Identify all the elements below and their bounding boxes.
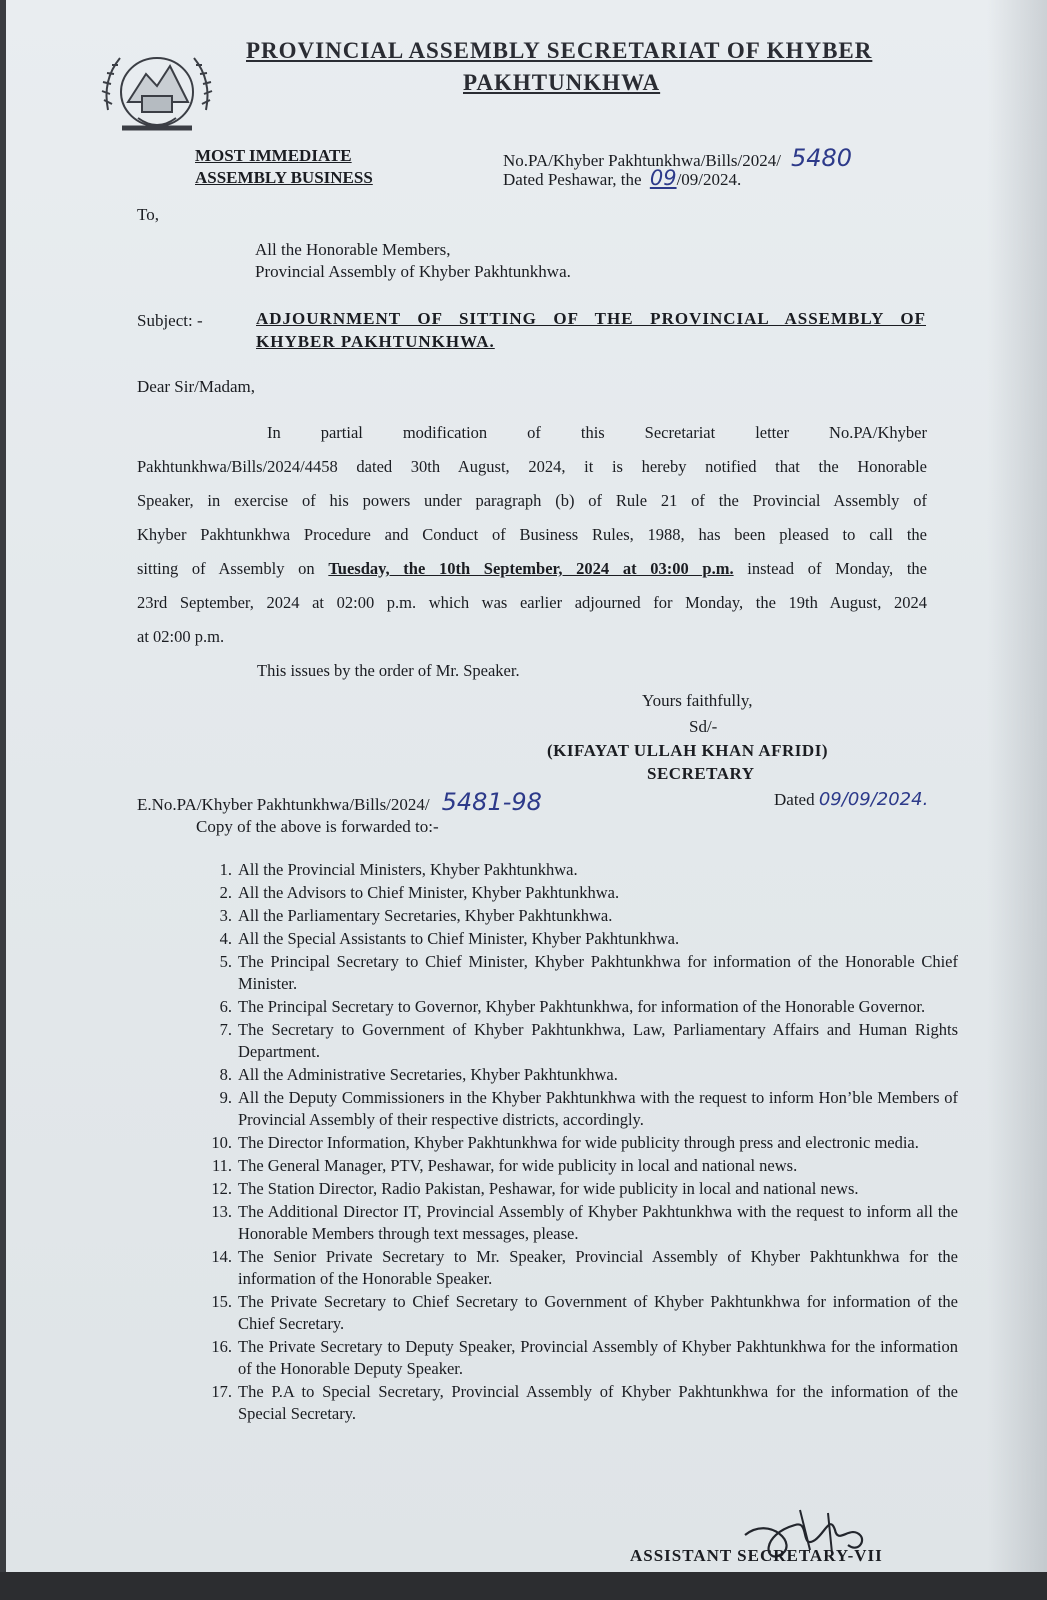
list-item	[200, 1291, 958, 1335]
list-item-text: All the Deputy Commissioners in the Khyber Pakhtunkhwa with the request to inform Hon’ble Members of Provincial Assembly of their respective districts, accordingly.	[238, 1088, 958, 1129]
list-item-text: The Senior Private Secretary to Mr. Speaker, Provincial Assembly of Khyber Pakhtunkhwa for the information of the Honorable Speaker.	[238, 1247, 958, 1288]
list-item	[200, 1336, 958, 1380]
list-item	[200, 882, 958, 904]
endorsement-number-handwritten: 5481-98	[441, 788, 542, 816]
list-item	[200, 905, 958, 927]
list-item-text: All the Administrative Secretaries, Khyber Pakhtunkhwa.	[238, 1065, 618, 1084]
endorsement-number	[137, 788, 542, 816]
salutation: Dear Sir/Madam,	[137, 377, 256, 396]
footer-signatory: ASSISTANT SECRETARY-VII	[630, 1546, 883, 1565]
letterhead-title-line2: PAKHTUNKHWA	[463, 70, 661, 95]
order-line: This issues by the order of Mr. Speaker.	[257, 661, 520, 680]
list-item-number: 4.	[219, 929, 232, 948]
list-item-number: 9.	[219, 1088, 232, 1107]
list-item-text: All the Special Assistants to Chief Minister, Khyber Pakhtunkhwa.	[238, 929, 680, 948]
list-item-number: 13.	[211, 1202, 232, 1221]
reference-date-suffix: /09/2024.	[676, 170, 742, 189]
list-item-text: The Principal Secretary to Governor, Khyber Pakhtunkhwa, for information of the Honorable Governor.	[238, 997, 926, 1016]
paper-shadow	[987, 0, 1047, 1572]
list-item-number: 2.	[219, 883, 232, 902]
reference-date-day: 09	[649, 166, 677, 190]
letterhead-title-line1: PROVINCIAL ASSEMBLY SECRETARIAT OF KHYBER	[246, 38, 873, 63]
list-item-number: 15.	[211, 1292, 232, 1311]
list-item	[200, 996, 958, 1018]
closing-yours-faithfully: Yours faithfully,	[642, 691, 753, 710]
reference-date	[503, 166, 741, 190]
closing-secretary-name: (KIFAYAT ULLAH KHAN AFRIDI)	[547, 741, 828, 760]
list-item	[200, 859, 958, 881]
body-line5-post: instead of Monday, the	[733, 559, 928, 578]
body-paragraph	[137, 416, 927, 688]
list-item-number: 5.	[219, 952, 232, 971]
to-label: To,	[137, 205, 159, 224]
list-item-number: 3.	[219, 906, 232, 925]
list-item-number: 6.	[219, 997, 232, 1016]
list-item-text: The Private Secretary to Deputy Speaker, Provincial Assembly of Khyber Pakhtunkhwa for the information of the Honorable Deputy Speaker.	[238, 1337, 958, 1378]
list-item-number: 12.	[211, 1179, 232, 1198]
list-item-text: The Additional Director IT, Provincial Assembly of Khyber Pakhtunkhwa with the request to inform all the Honorable Members through text messages, please.	[238, 1202, 958, 1243]
list-item	[200, 1155, 958, 1177]
list-item	[200, 1178, 958, 1200]
list-item	[200, 1087, 958, 1131]
list-item-text: The Private Secretary to Chief Secretary to Government of Khyber Pakhtunkhwa for information of the Chief Secretary.	[238, 1292, 958, 1333]
forward-line: Copy of the above is forwarded to:-	[196, 817, 439, 836]
list-item-text: The Station Director, Radio Pakistan, Peshawar, for wide publicity in local and national news.	[238, 1179, 859, 1198]
subject-line2: KHYBER PAKHTUNKHWA.	[256, 332, 495, 351]
addressee-line2: Provincial Assembly of Khyber Pakhtunkhwa.	[255, 262, 571, 281]
list-item	[200, 1201, 958, 1245]
list-item-text: All the Advisors to Chief Minister, Khyber Pakhtunkhwa.	[238, 883, 620, 902]
list-item	[200, 951, 958, 995]
list-item-number: 7.	[219, 1020, 232, 1039]
list-item-text: All the Parliamentary Secretaries, Khyber Pakhtunkhwa.	[238, 906, 613, 925]
body-line3: Speaker, in exercise of his powers under paragraph (b) of Rule 21 of the Provincial Assembly of	[137, 491, 927, 510]
list-item	[200, 1381, 958, 1425]
list-item-text: The Secretary to Government of Khyber Pakhtunkhwa, Law, Parliamentary Affairs and Human Rights Department.	[238, 1020, 958, 1061]
photo-background-strip	[0, 1572, 1047, 1600]
list-item-number: 17.	[211, 1382, 232, 1401]
list-item-number: 11.	[211, 1156, 232, 1175]
subject-line1: ADJOURNMENT OF SITTING OF THE PROVINCIAL ASSEMBLY OF	[256, 309, 926, 328]
body-line7: at 02:00 p.m.	[137, 627, 225, 646]
body-line6: 23rd September, 2024 at 02:00 p.m. which was earlier adjourned for Monday, the 19th August, 2024	[137, 593, 927, 612]
list-item-text: The Principal Secretary to Chief Minister, Khyber Pakhtunkhwa for information of the Honorable Chief Minister.	[238, 952, 958, 993]
endorsement-number-prefix: E.No.PA/Khyber Pakhtunkhwa/Bills/2024/	[137, 795, 430, 814]
list-item-number: 1.	[219, 860, 232, 879]
closing-secretary-designation: SECRETARY	[647, 764, 755, 783]
assembly-emblem-icon	[98, 40, 216, 140]
marker-assembly-business: ASSEMBLY BUSINESS	[195, 168, 373, 187]
endorsement-date	[774, 789, 928, 810]
reference-date-prefix: Dated Peshawar, the	[503, 170, 642, 189]
endorsement-date-label: Dated	[774, 790, 815, 809]
letter-page	[6, 0, 1047, 1572]
sitting-date-highlight: Tuesday, the 10th September, 2024 at 03:00 p.m.	[328, 559, 734, 578]
list-item	[200, 1246, 958, 1290]
list-item-number: 14.	[211, 1247, 232, 1266]
subject-label: Subject: -	[137, 311, 203, 330]
closing-sd: Sd/-	[689, 717, 718, 736]
list-item-text: All the Provincial Ministers, Khyber Pakhtunkhwa.	[238, 860, 578, 879]
body-line4: Khyber Pakhtunkhwa Procedure and Conduct of Business Rules, 1988, has been pleased to call the	[137, 525, 927, 544]
body-line5	[137, 552, 927, 586]
body-line5-pre: sitting of Assembly on	[137, 559, 329, 578]
addressee-line1: All the Honorable Members,	[255, 240, 451, 259]
list-item-number: 8.	[219, 1065, 232, 1084]
list-item	[200, 1019, 958, 1063]
list-item-text: The Director Information, Khyber Pakhtunkhwa for wide publicity through press and electronic media.	[238, 1133, 919, 1152]
list-item-number: 10.	[211, 1133, 232, 1152]
body-line1: In partial modification of this Secretariat letter No.PA/Khyber	[267, 423, 927, 442]
reference-number-prefix: No.PA/Khyber Pakhtunkhwa/Bills/2024/	[503, 151, 781, 170]
list-item-text: The P.A to Special Secretary, Provincial Assembly of Khyber Pakhtunkhwa for the information of the Special Secretary.	[238, 1382, 958, 1423]
endorsement-date-value: 09/09/2024.	[818, 789, 929, 810]
list-item-number: 16.	[211, 1337, 232, 1356]
list-item	[200, 1132, 958, 1154]
list-item	[200, 928, 958, 950]
marker-most-immediate: MOST IMMEDIATE	[195, 146, 352, 165]
body-line2: Pakhtunkhwa/Bills/2024/4458 dated 30th August, 2024, it is hereby notified that the Honorable	[137, 457, 927, 476]
reference-number-handwritten: 5480	[791, 144, 853, 172]
list-item-text: The General Manager, PTV, Peshawar, for wide publicity in local and national news.	[238, 1156, 798, 1175]
copy-list	[200, 859, 958, 1426]
list-item	[200, 1064, 958, 1086]
